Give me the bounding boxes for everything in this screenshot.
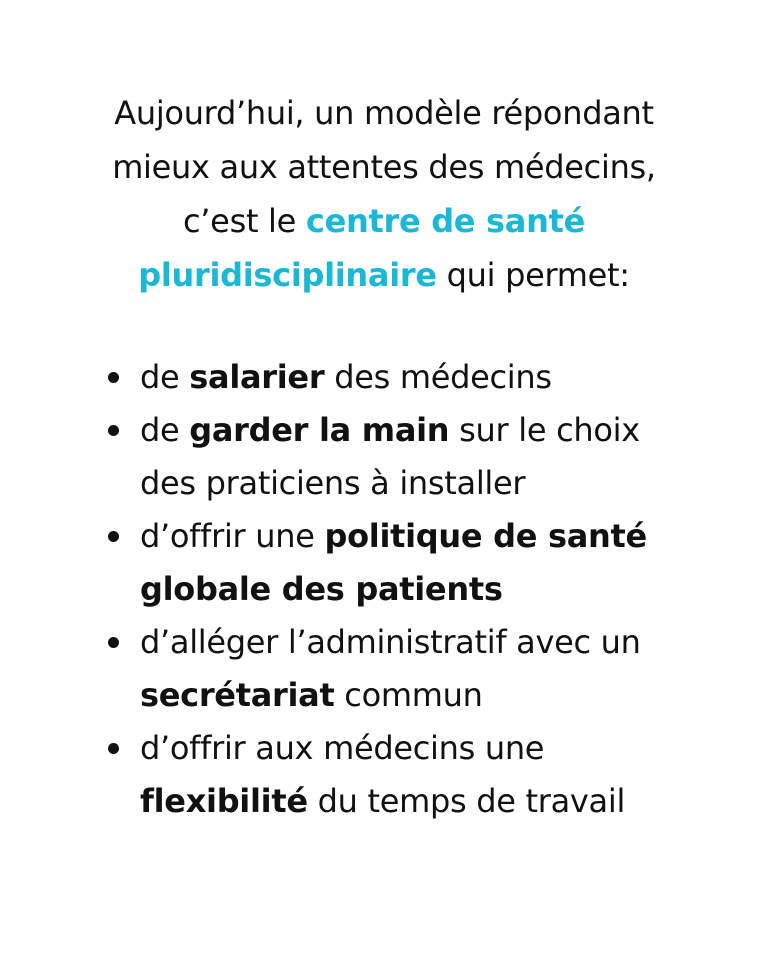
intro-line-1: Aujourd’hui, un modèle répondant xyxy=(114,94,654,132)
list-item-flexibilite xyxy=(106,722,676,828)
item-text-bold: flexibilité xyxy=(140,782,308,820)
bullet-dot-icon xyxy=(108,372,119,383)
intro-line-3-prefix: c’est le xyxy=(183,202,306,240)
bullet-dot-icon xyxy=(108,743,119,754)
intro-line-4-suffix: qui permet: xyxy=(436,256,630,294)
item-text-after: sur le choix des praticiens à installer xyxy=(140,411,640,502)
item-text-before: d’offrir une xyxy=(140,517,325,555)
item-text-bold: salarier xyxy=(189,358,325,396)
item-text-bold: secrétariat xyxy=(140,676,335,714)
list-item-politique-de-sante xyxy=(106,510,676,616)
item-text-after: des médecins xyxy=(324,358,552,396)
benefits-list xyxy=(106,351,676,828)
list-item-garder-la-main xyxy=(106,404,676,510)
item-text-bold: politique de santé globale des patients xyxy=(140,517,647,608)
list-item-salarier xyxy=(106,351,676,404)
item-text-before: d’alléger l’administratif avec un xyxy=(140,623,641,661)
list-item-secretariat xyxy=(106,616,676,722)
item-text-before: d’offrir aux médecins une xyxy=(140,729,545,767)
highlight-pluridisciplinaire: pluridisciplinaire xyxy=(138,256,437,294)
item-text-after: du temps de travail xyxy=(307,782,626,820)
intro-paragraph xyxy=(60,86,708,302)
highlight-centre-de-sante: centre de santé xyxy=(305,202,585,240)
bullet-dot-icon xyxy=(108,531,119,542)
item-text-after: commun xyxy=(334,676,483,714)
bullet-dot-icon xyxy=(108,425,119,436)
intro-line-2: mieux aux attentes des médecins, xyxy=(112,148,656,186)
item-text-before: de xyxy=(140,358,190,396)
item-text-bold: garder la main xyxy=(189,411,450,449)
bullet-dot-icon xyxy=(108,637,119,648)
item-text-before: de xyxy=(140,411,190,449)
